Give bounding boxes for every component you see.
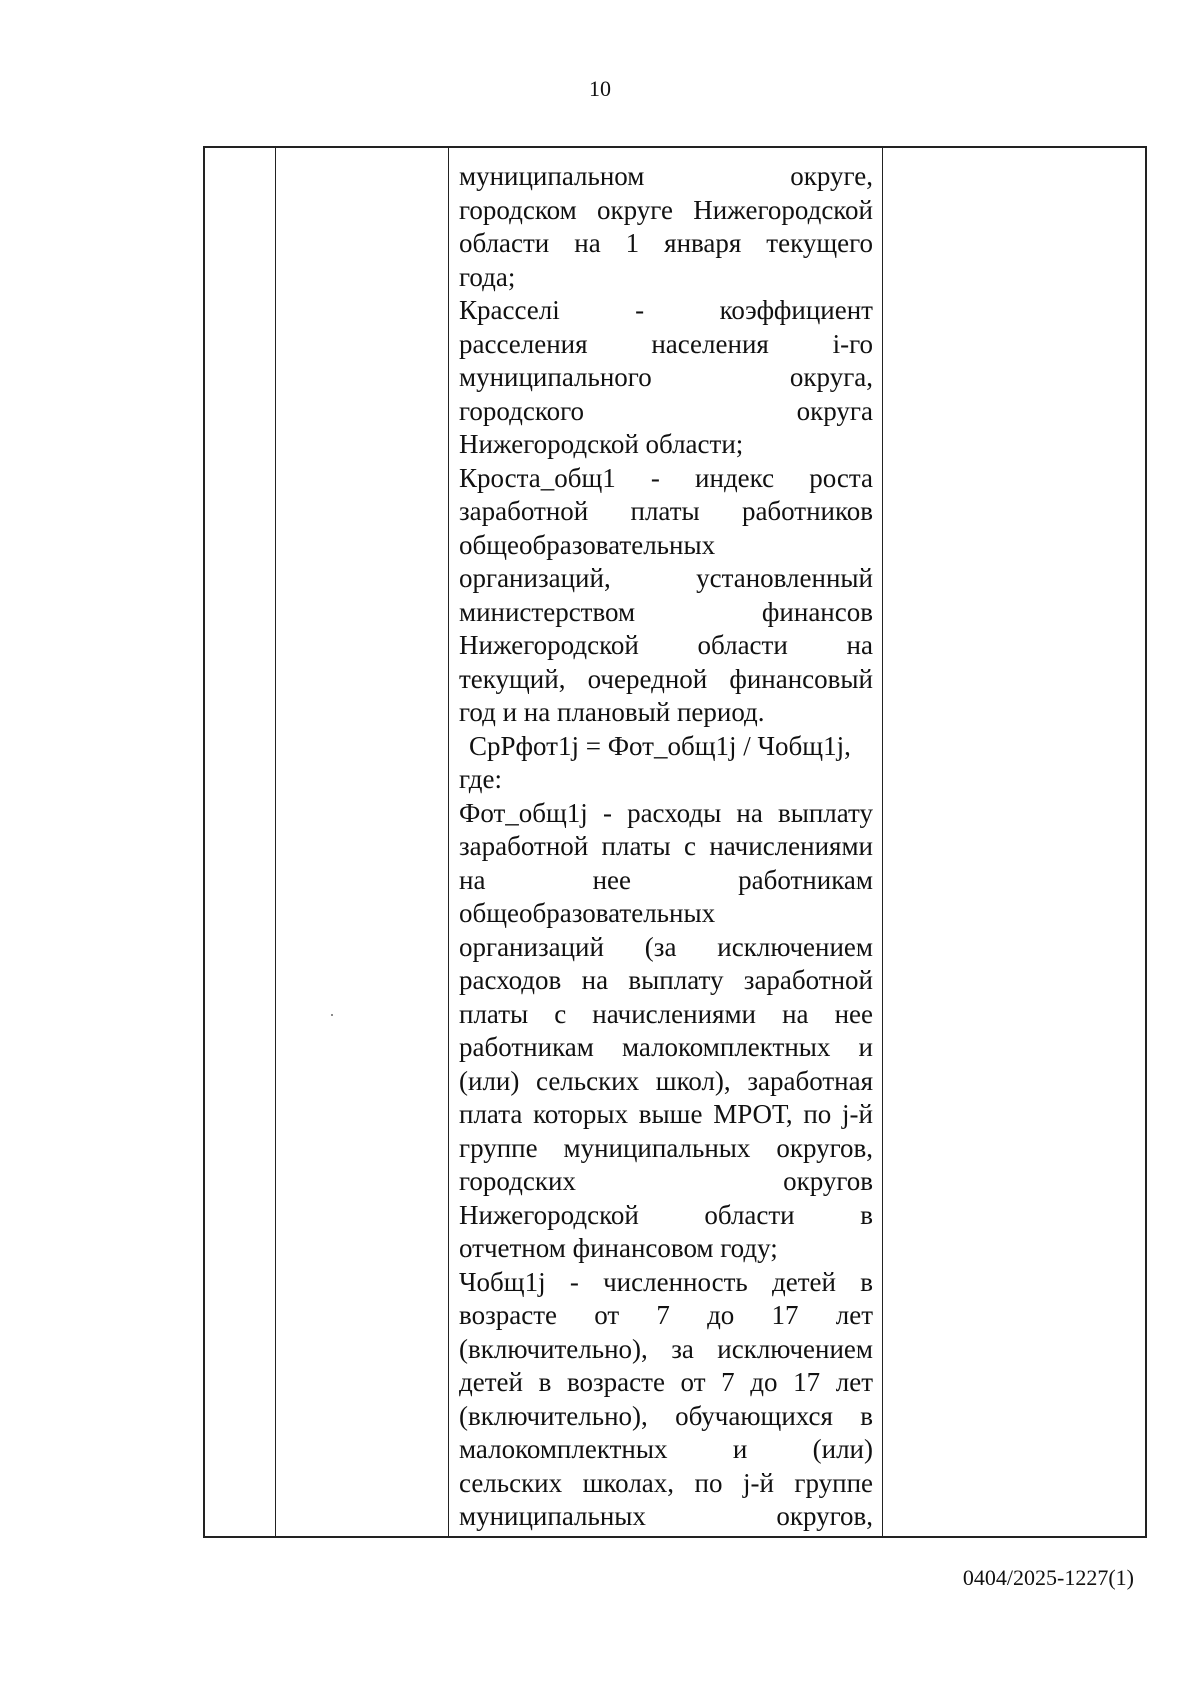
table-cell-text (459, 160, 873, 1534)
cell-text-line: где: (459, 764, 502, 794)
cell-text-line: городском округе Нижегородской (459, 194, 873, 225)
cell-text-line: (включительно), за исключением (459, 1333, 873, 1364)
cell-text-line: (или) сельских школ), заработная (459, 1065, 873, 1096)
cell-text-line: заработной платы работников (459, 496, 873, 526)
cell-text-line: министерством финансов (459, 596, 873, 627)
cell-text-line: муниципальных округов, (459, 1501, 873, 1531)
cell-text-line: муниципальном округе, (459, 161, 873, 191)
cell-text-line: Красселi - коэффициент (459, 295, 873, 325)
cell-text-line: Нижегородской области на (459, 630, 873, 660)
cell-text-line: организаций, установленный (459, 563, 873, 593)
cell-text-line: год и на плановый период. (459, 697, 765, 727)
cell-text-line: области на 1 января текущего (459, 228, 873, 258)
cell-text-line: городских округов (459, 1166, 873, 1196)
cell-text-line: Фот_общ1j - расходы на выплату (459, 797, 873, 828)
cell-text-line: расселения населения i-го (459, 328, 873, 359)
cell-text-line: организаций (за исключением (459, 931, 873, 962)
table-column-divider (448, 148, 449, 1536)
cell-text-line: Нижегородской области в (459, 1199, 873, 1230)
cell-text-line: возрасте от 7 до 17 лет (459, 1300, 873, 1330)
document-code: 0404/2025-1227(1) (962, 1565, 1134, 1590)
cell-text-line: расходов на выплату заработной (459, 965, 873, 995)
document-table (203, 146, 1147, 1538)
cell-text-line: текущий, очередной финансовый (459, 663, 873, 694)
cell-text-line: общеобразовательных (459, 898, 716, 928)
cell-text-line: (включительно), обучающихся в (459, 1400, 873, 1431)
page-number: 10 (589, 76, 611, 101)
cell-text-line: городского округа (459, 395, 873, 426)
cell-text-line: общеобразовательных (459, 529, 716, 560)
cell-text-line: работникам малокомплектных и (459, 1032, 873, 1062)
cell-text-line: группе муниципальных округов, (459, 1132, 873, 1163)
cell-text-line: муниципального округа, (459, 362, 873, 392)
table-column-divider (882, 148, 883, 1536)
cell-text-line: платы с начислениями на нее (459, 998, 873, 1029)
cell-text-line: Кроста_общ1 - индекс роста (459, 462, 873, 493)
cell-text-line: года; (459, 261, 516, 292)
table-column-divider (275, 148, 276, 1536)
cell-text-line: детей в возрасте от 7 до 17 лет (459, 1367, 873, 1397)
cell-text-line: на нее работникам (459, 864, 873, 895)
cell-text-line: Нижегородской области; (459, 429, 744, 459)
scan-speck (331, 1014, 333, 1016)
cell-text-line: отчетном финансовом году; (459, 1233, 778, 1263)
cell-text-line: малокомплектных и (или) (459, 1434, 873, 1464)
cell-text-line: заработной платы с начислениями (459, 831, 873, 861)
cell-text-line: сельских школах, по j-й группе (459, 1467, 873, 1498)
cell-text-line: Чобщ1j - численность детей в (459, 1266, 873, 1297)
cell-text-line: СрРфот1j = Фот_общ1j / Чобщ1j, (469, 730, 851, 761)
cell-text-line: плата которых выше МРОТ, по j-й (459, 1099, 873, 1129)
